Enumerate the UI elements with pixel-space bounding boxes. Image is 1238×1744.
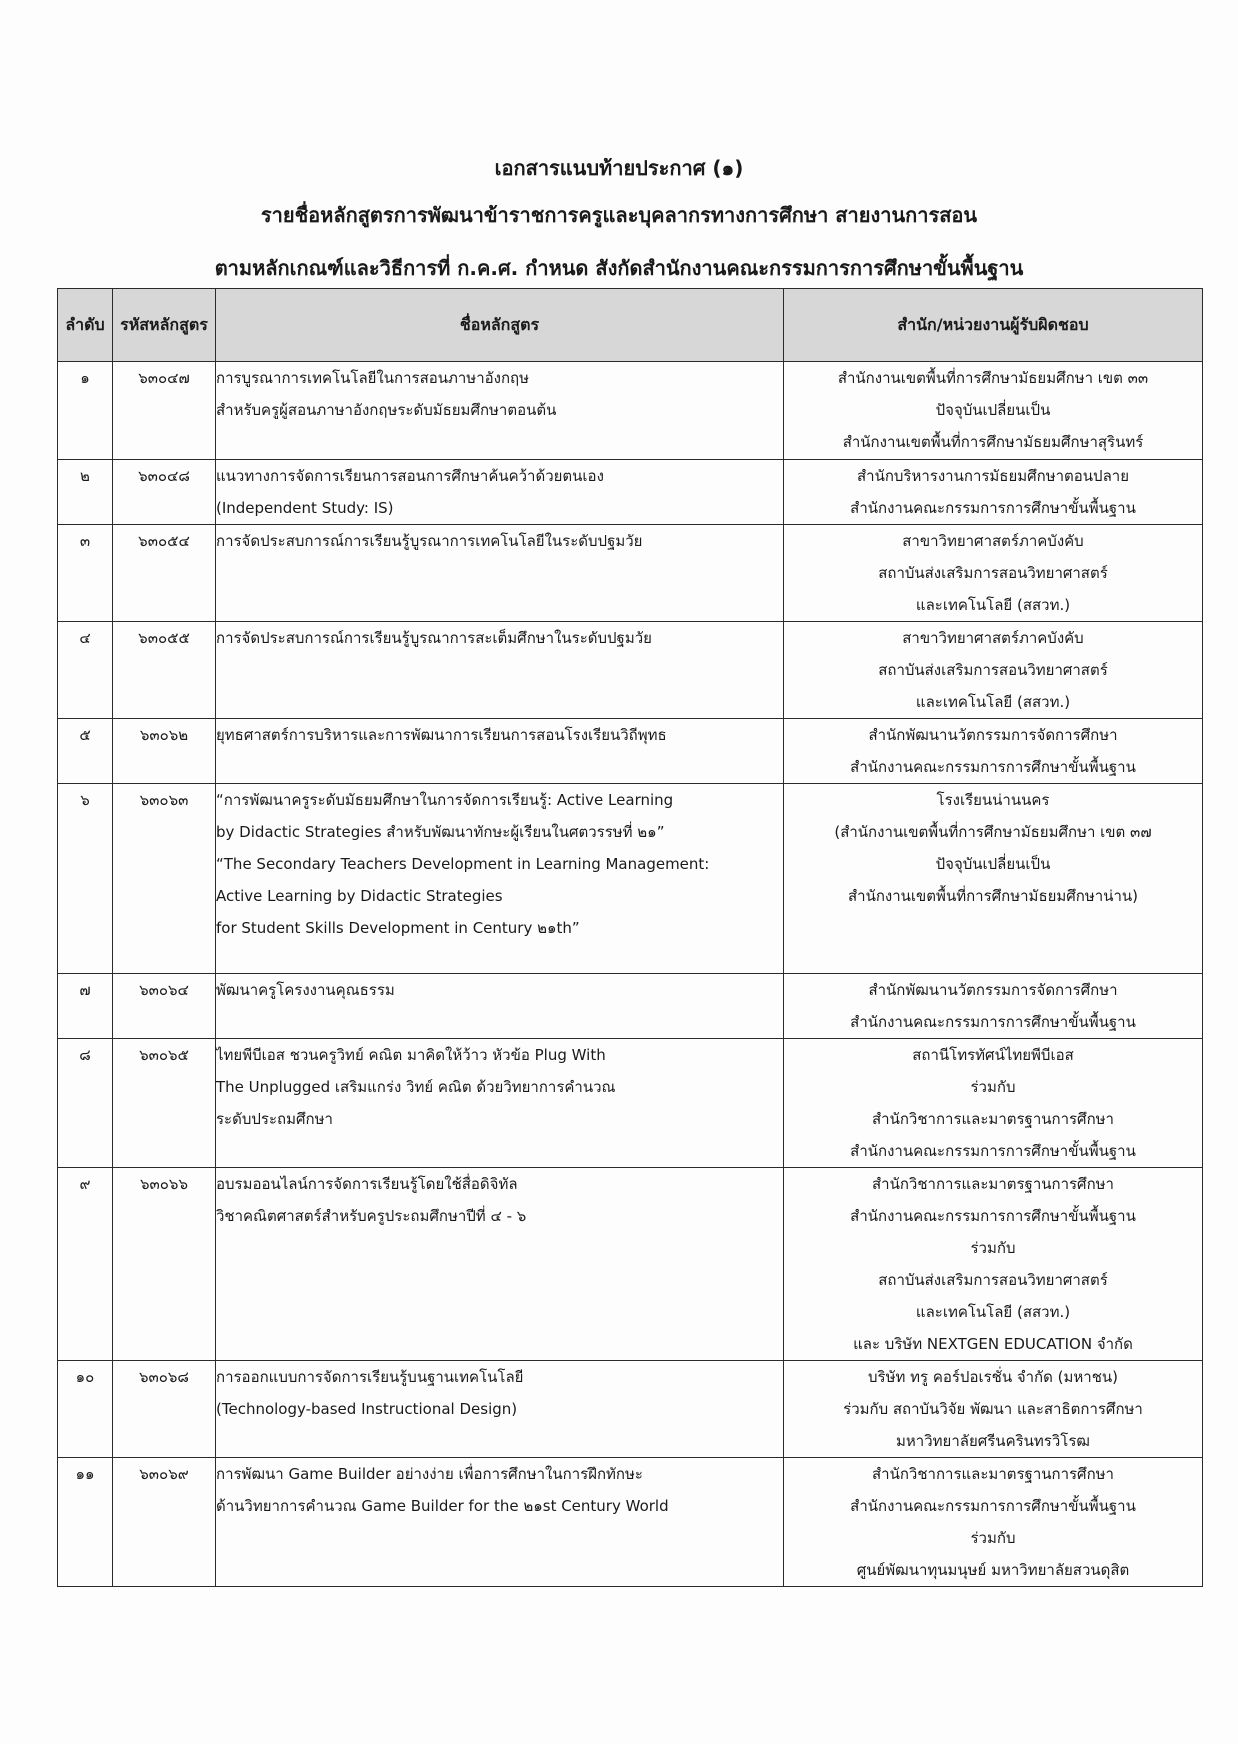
responsible-org-line: ร่วมกับ [970, 1239, 1016, 1257]
course-name-line: อบรมออนไลน์การจัดการเรียนรู้โดยใช้สื่อดิจิทัล [216, 1175, 518, 1193]
responsible-org-line: สำนักงานเขตพื้นที่การศึกษามัธยมศึกษาสุรินทร์ [842, 433, 1144, 451]
cell-course-name [216, 1458, 784, 1587]
course-name-line: (Technology-based Instructional Design) [216, 1400, 518, 1418]
responsible-org-line: สำนักงานเขตพื้นที่การศึกษามัธยมศึกษาน่าน) [848, 887, 1138, 905]
table-row [58, 784, 1203, 974]
cell-no: ๕ [58, 719, 113, 784]
course-name-line: การจัดประสบการณ์การเรียนรู้บูรณาการสะเต็มศึกษาในระดับปฐมวัย [216, 629, 652, 647]
table-row [58, 362, 1203, 460]
cell-responsible-org [784, 1361, 1203, 1458]
cell-no: ๙ [58, 1168, 113, 1361]
course-name-line: Active Learning by Didactic Strategies [216, 887, 503, 905]
responsible-org-line: สาขาวิทยาศาสตร์ภาคบังคับ [902, 629, 1084, 647]
cell-responsible-org [784, 784, 1203, 974]
responsible-org-line: สำนักบริหารงานการมัธยมศึกษาตอนปลาย [857, 467, 1129, 485]
responsible-org-line: สำนักงานเขตพื้นที่การศึกษามัธยมศึกษา เขต ๓๓ [837, 369, 1149, 387]
cell-responsible-org [784, 1168, 1203, 1361]
cell-no: ๘ [58, 1039, 113, 1168]
document-subtitle: รายชื่อหลักสูตรการพัฒนาข้าราชการครูและบุคลากรทางการศึกษา สายงานการสอน [260, 203, 978, 227]
cell-responsible-org [784, 719, 1203, 784]
responsible-org-line: สำนักวิชาการและมาตรฐานการศึกษา [872, 1175, 1114, 1193]
table-row [58, 460, 1203, 525]
course-name-line: ด้านวิทยาการคำนวณ Game Builder for the ๒๑st Century World [216, 1497, 669, 1515]
course-name-line: การออกแบบการจัดการเรียนรู้บนฐานเทคโนโลยี [216, 1368, 524, 1386]
cell-responsible-org [784, 460, 1203, 525]
responsible-org-line: สถาบันส่งเสริมการสอนวิทยาศาสตร์ [878, 564, 1108, 582]
responsible-org-line: สำนักงานคณะกรรมการการศึกษาขั้นพื้นฐาน [850, 1142, 1136, 1160]
responsible-org-line: สำนักงานคณะกรรมการการศึกษาขั้นพื้นฐาน [850, 499, 1136, 517]
responsible-org-line: และเทคโนโลยี (สสวท.) [915, 596, 1071, 614]
responsible-org-line: สำนักงานคณะกรรมการการศึกษาขั้นพื้นฐาน [850, 1497, 1136, 1515]
course-name-line: ไทยพีบีเอส ชวนครูวิทย์ คณิต มาคิดให้ว้าว หัวข้อ Plug With [216, 1046, 606, 1064]
cell-course-name [216, 1361, 784, 1458]
table-row [58, 1039, 1203, 1168]
cell-course-name [216, 784, 784, 974]
cell-course-code: ๖๓๐๕๕ [113, 622, 216, 719]
responsible-org-line: ร่วมกับ [970, 1078, 1016, 1096]
responsible-org-line: และเทคโนโลยี (สสวท.) [915, 693, 1071, 711]
cell-course-name [216, 1039, 784, 1168]
cell-responsible-org [784, 362, 1203, 460]
cell-course-code: ๖๓๐๖๕ [113, 1039, 216, 1168]
responsible-org-line: ร่วมกับ สถาบันวิจัย พัฒนา และสาธิตการศึกษา [843, 1400, 1143, 1418]
course-name-line: สำหรับครูผู้สอนภาษาอังกฤษระดับมัธยมศึกษาตอนต้น [216, 401, 557, 419]
column-header-org: สำนัก/หน่วยงานผู้รับผิดชอบ [784, 289, 1203, 362]
table-row [58, 525, 1203, 622]
table-row [58, 622, 1203, 719]
responsible-org-line: สถาบันส่งเสริมการสอนวิทยาศาสตร์ [878, 1271, 1108, 1289]
responsible-org-line: สำนักงานคณะกรรมการการศึกษาขั้นพื้นฐาน [850, 1207, 1136, 1225]
table-header-row [58, 289, 1203, 362]
cell-course-code: ๖๓๐๖๔ [113, 974, 216, 1039]
document-title: เอกสารแนบท้ายประกาศ (๑) [494, 156, 744, 180]
responsible-org-line: สถาบันส่งเสริมการสอนวิทยาศาสตร์ [878, 661, 1108, 679]
cell-course-code: ๖๓๐๔๘ [113, 460, 216, 525]
table-body [58, 362, 1203, 1587]
cell-responsible-org [784, 1039, 1203, 1168]
cell-course-code: ๖๓๐๖๙ [113, 1458, 216, 1587]
cell-course-code: ๖๓๐๖๘ [113, 1361, 216, 1458]
course-name-line: (Independent Study: IS) [216, 499, 394, 517]
course-name-line: วิชาคณิตศาสตร์สำหรับครูประถมศึกษาปีที่ ๔ - ๖ [216, 1207, 527, 1225]
responsible-org-line: และ บริษัท NEXTGEN EDUCATION จำกัด [853, 1335, 1133, 1353]
cell-responsible-org [784, 622, 1203, 719]
responsible-org-line: ร่วมกับ [970, 1529, 1016, 1547]
responsible-org-line: สำนักงานคณะกรรมการการศึกษาขั้นพื้นฐาน [850, 758, 1136, 776]
cell-no: ๗ [58, 974, 113, 1039]
responsible-org-line: มหาวิทยาลัยศรีนครินทรวิโรฒ [896, 1432, 1090, 1450]
course-name-line: การจัดประสบการณ์การเรียนรู้บูรณาการเทคโนโลยีในระดับปฐมวัย [216, 532, 643, 550]
course-name-line: แนวทางการจัดการเรียนการสอนการศึกษาค้นคว้าด้วยตนเอง [216, 467, 604, 485]
responsible-org-line: สำนักวิชาการและมาตรฐานการศึกษา [872, 1110, 1114, 1128]
cell-course-name [216, 622, 784, 719]
cell-no: ๓ [58, 525, 113, 622]
responsible-org-line: สำนักพัฒนานวัตกรรมการจัดการศึกษา [868, 726, 1118, 744]
cell-no: ๑๑ [58, 1458, 113, 1587]
cell-no: ๔ [58, 622, 113, 719]
responsible-org-line: (สำนักงานเขตพื้นที่การศึกษามัธยมศึกษา เขต ๓๗ [834, 823, 1152, 841]
cell-course-name [216, 362, 784, 460]
course-name-line: “การพัฒนาครูระดับมัธยมศึกษาในการจัดการเรียนรู้: Active Learning [216, 791, 674, 809]
table-row [58, 1361, 1203, 1458]
cell-course-code: ๖๓๐๖๒ [113, 719, 216, 784]
course-name-line: “The Secondary Teachers Development in Learning Management: [216, 855, 710, 873]
responsible-org-line: สาขาวิทยาศาสตร์ภาคบังคับ [902, 532, 1084, 550]
cell-course-name [216, 460, 784, 525]
course-name-line: ระดับประถมศึกษา [216, 1110, 333, 1128]
cell-course-name [216, 974, 784, 1039]
document-subtitle-2: ตามหลักเกณฑ์และวิธีการที่ ก.ค.ศ. กำหนด สังกัดสำนักงานคณะกรรมการการศึกษาขั้นพื้นฐาน [214, 256, 1024, 280]
course-name-line: The Unplugged เสริมแกร่ง วิทย์ คณิต ด้วยวิทยาการคำนวณ [216, 1078, 616, 1096]
cell-course-code: ๖๓๐๖๓ [113, 784, 216, 974]
column-header-no: ลำดับ [58, 289, 113, 362]
table-row [58, 974, 1203, 1039]
responsible-org-line: โรงเรียนน่านนคร [936, 791, 1050, 809]
course-name-line: for Student Skills Development in Century ๒๑th” [216, 919, 580, 937]
course-name-line: การบูรณาการเทคโนโลยีในการสอนภาษาอังกฤษ [216, 369, 530, 387]
course-name-line: by Didactic Strategies สำหรับพัฒนาทักษะผู้เรียนในศตวรรษที่ ๒๑” [216, 823, 665, 841]
responsible-org-line: ศูนย์พัฒนาทุนมนุษย์ มหาวิทยาลัยสวนดุสิต [856, 1561, 1130, 1579]
course-name-line: พัฒนาครูโครงงานคุณธรรม [216, 981, 395, 999]
responsible-org-line: สถานีโทรทัศน์ไทยพีบีเอส [912, 1046, 1074, 1064]
table-row [58, 1168, 1203, 1361]
responsible-org-line: สำนักงานคณะกรรมการการศึกษาขั้นพื้นฐาน [850, 1013, 1136, 1031]
cell-course-code: ๖๓๐๔๗ [113, 362, 216, 460]
column-header-name: ชื่อหลักสูตร [216, 289, 784, 362]
cell-no: ๑ [58, 362, 113, 460]
cell-responsible-org [784, 974, 1203, 1039]
cell-course-code: ๖๓๐๕๔ [113, 525, 216, 622]
cell-course-name [216, 719, 784, 784]
cell-no: ๑๐ [58, 1361, 113, 1458]
responsible-org-line: บริษัท ทรู คอร์ปอเรชั่น จำกัด (มหาชน) [868, 1368, 1118, 1386]
table-row [58, 1458, 1203, 1587]
course-name-line: ยุทธศาสตร์การบริหารและการพัฒนาการเรียนการสอนโรงเรียนวิถีพุทธ [216, 726, 667, 744]
cell-course-code: ๖๓๐๖๖ [113, 1168, 216, 1361]
course-name-line: การพัฒนา Game Builder อย่างง่าย เพื่อการศึกษาในการฝึกทักษะ [216, 1465, 643, 1483]
cell-no: ๖ [58, 784, 113, 974]
column-header-code: รหัสหลักสูตร [113, 289, 216, 362]
table-header [58, 289, 1203, 362]
cell-course-name [216, 525, 784, 622]
cell-no: ๒ [58, 460, 113, 525]
course-table [57, 288, 1203, 1587]
responsible-org-line: และเทคโนโลยี (สสวท.) [915, 1303, 1071, 1321]
cell-responsible-org [784, 525, 1203, 622]
responsible-org-line: สำนักพัฒนานวัตกรรมการจัดการศึกษา [868, 981, 1118, 999]
cell-responsible-org [784, 1458, 1203, 1587]
responsible-org-line: ปัจจุบันเปลี่ยนเป็น [935, 855, 1051, 873]
table-row [58, 719, 1203, 784]
responsible-org-line: สำนักวิชาการและมาตรฐานการศึกษา [872, 1465, 1114, 1483]
cell-course-name [216, 1168, 784, 1361]
responsible-org-line: ปัจจุบันเปลี่ยนเป็น [935, 401, 1051, 419]
